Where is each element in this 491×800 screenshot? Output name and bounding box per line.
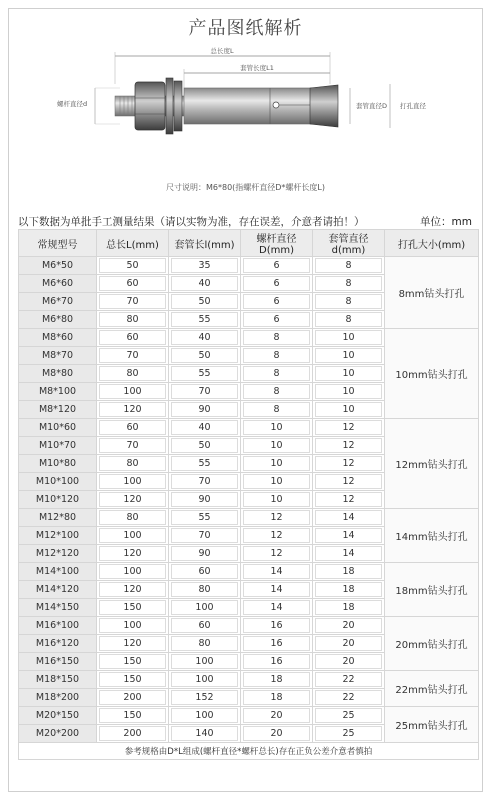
model-cell: M8*120 (19, 401, 97, 419)
total-length-value: 50 (99, 258, 166, 273)
bolt-diameter-value: 10 (243, 492, 310, 507)
sleeve-diameter-cell (313, 365, 385, 383)
sleeve-diameter-value: 8 (315, 312, 382, 327)
sleeve-length-cell (169, 545, 241, 563)
sleeve-length-cell (169, 455, 241, 473)
sleeve-length-label: 套管长度L1 (240, 64, 274, 72)
sleeve-length-value: 100 (171, 672, 238, 687)
total-length-value: 60 (99, 420, 166, 435)
sleeve-length-value: 70 (171, 474, 238, 489)
bolt-diameter-cell (241, 455, 313, 473)
sleeve-diameter-value: 10 (315, 384, 382, 399)
table-row (19, 329, 479, 347)
model-cell: M20*200 (19, 725, 97, 743)
sleeve-diameter-cell (313, 527, 385, 545)
sleeve-length-value: 80 (171, 636, 238, 651)
sleeve-diameter-value: 10 (315, 330, 382, 345)
sleeve-length-cell (169, 671, 241, 689)
table-row (19, 617, 479, 635)
drill-size-cell: 18mm钻头打孔 (385, 563, 479, 617)
bolt-diameter-value: 10 (243, 420, 310, 435)
total-length-cell (97, 275, 169, 293)
total-length-cell (97, 311, 169, 329)
bolt-diameter-value: 8 (243, 384, 310, 399)
sleeve-length-cell (169, 509, 241, 527)
bolt-diameter-cell (241, 365, 313, 383)
sleeve-diameter-value: 10 (315, 366, 382, 381)
sleeve-diameter-cell (313, 563, 385, 581)
sleeve-diameter-cell (313, 725, 385, 743)
drill-size-cell: 12mm钻头打孔 (385, 419, 479, 509)
model-cell: M10*120 (19, 491, 97, 509)
total-length-value: 100 (99, 528, 166, 543)
measurement-info (18, 214, 478, 229)
total-length-cell (97, 725, 169, 743)
model-cell: M6*70 (19, 293, 97, 311)
bolt-diameter-value: 8 (243, 366, 310, 381)
sleeve-length-cell (169, 635, 241, 653)
total-length-cell (97, 599, 169, 617)
sleeve-length-cell (169, 689, 241, 707)
model-cell: M6*60 (19, 275, 97, 293)
total-length-value: 120 (99, 492, 166, 507)
total-length-value: 80 (99, 456, 166, 471)
total-length-cell (97, 347, 169, 365)
sleeve-length-value: 35 (171, 258, 238, 273)
sleeve-length-value: 90 (171, 546, 238, 561)
model-cell: M16*150 (19, 653, 97, 671)
sleeve-diameter-value: 14 (315, 510, 382, 525)
sleeve-diameter-cell (313, 311, 385, 329)
header-sleeve-length: 套管长l(mm) (169, 230, 241, 257)
sleeve-diameter-value: 25 (315, 726, 382, 741)
spec-table (18, 229, 479, 760)
bolt-diameter-value: 14 (243, 582, 310, 597)
total-length-value: 150 (99, 672, 166, 687)
sleeve-diameter-value: 18 (315, 564, 382, 579)
total-length-value: 120 (99, 402, 166, 417)
sleeve-diameter-value: 20 (315, 636, 382, 651)
total-length-cell (97, 635, 169, 653)
sleeve-diameter-cell (313, 437, 385, 455)
sleeve-diameter-value: 20 (315, 618, 382, 633)
sleeve-length-value: 100 (171, 654, 238, 669)
sleeve-length-value: 80 (171, 582, 238, 597)
total-length-value: 70 (99, 438, 166, 453)
total-length-value: 100 (99, 474, 166, 489)
sleeve-length-value: 40 (171, 330, 238, 345)
sleeve-length-value: 40 (171, 420, 238, 435)
sleeve-length-cell (169, 491, 241, 509)
model-cell: M12*80 (19, 509, 97, 527)
model-cell: M10*70 (19, 437, 97, 455)
sleeve-diameter-cell (313, 293, 385, 311)
sleeve-diameter-cell (313, 599, 385, 617)
total-length-cell (97, 689, 169, 707)
bolt-diameter-cell (241, 707, 313, 725)
sleeve-diameter-cell (313, 707, 385, 725)
size-note: 尺寸说明：M6*80(指螺杆直径D*螺杆长度L) (165, 183, 326, 192)
bolt-diameter-value: 10 (243, 438, 310, 453)
drill-size-cell: 10mm钻头打孔 (385, 329, 479, 419)
bolt-diameter-value: 20 (243, 708, 310, 723)
total-length-cell (97, 293, 169, 311)
anchor-bolt-diagram (8, 44, 483, 204)
bolt-diameter-value: 6 (243, 294, 310, 309)
bolt-diameter-value: 20 (243, 726, 310, 741)
bolt-diameter-cell (241, 509, 313, 527)
bolt-diameter-value: 6 (243, 312, 310, 327)
sleeve-diameter-cell (313, 347, 385, 365)
bolt-diameter-value: 12 (243, 510, 310, 525)
drill-size-cell: 20mm钻头打孔 (385, 617, 479, 671)
sleeve-length-cell (169, 617, 241, 635)
sleeve-diameter-value: 12 (315, 492, 382, 507)
header-bolt-diameter: 螺杆直径D(mm) (241, 230, 313, 257)
total-length-cell (97, 653, 169, 671)
table-row (19, 563, 479, 581)
sleeve-length-cell (169, 401, 241, 419)
sleeve-length-cell (169, 311, 241, 329)
sleeve-length-value: 100 (171, 708, 238, 723)
total-length-value: 150 (99, 654, 166, 669)
total-length-value: 80 (99, 366, 166, 381)
total-length-value: 70 (99, 294, 166, 309)
bolt-diameter-cell (241, 725, 313, 743)
model-cell: M16*120 (19, 635, 97, 653)
total-length-cell (97, 527, 169, 545)
sleeve-length-cell (169, 527, 241, 545)
total-length-value: 100 (99, 384, 166, 399)
drill-size-cell: 8mm钻头打孔 (385, 257, 479, 329)
total-length-cell (97, 707, 169, 725)
sleeve-length-value: 55 (171, 456, 238, 471)
total-length-cell (97, 617, 169, 635)
bolt-diameter-cell (241, 599, 313, 617)
drill-size-cell: 22mm钻头打孔 (385, 671, 479, 707)
header-model: 常规型号 (19, 230, 97, 257)
sleeve-diameter-value: 14 (315, 528, 382, 543)
bolt-diameter-cell (241, 311, 313, 329)
bolt-diameter-cell (241, 383, 313, 401)
measurement-disclaimer: 以下数据为单批手工测量结果（请以实物为准，存在误差，介意者请拍！） (18, 216, 365, 228)
model-cell: M18*200 (19, 689, 97, 707)
bolt-diameter-value: 6 (243, 276, 310, 291)
sleeve-length-cell (169, 707, 241, 725)
bolt-diameter-value: 6 (243, 258, 310, 273)
sleeve-diameter-cell (313, 455, 385, 473)
sleeve-diameter-label: 套管直径D (356, 102, 388, 110)
bolt-diameter-value: 10 (243, 474, 310, 489)
bolt-diameter-value: 12 (243, 528, 310, 543)
sleeve-diameter-value: 8 (315, 276, 382, 291)
sleeve-diameter-value: 12 (315, 474, 382, 489)
bolt-diameter-cell (241, 419, 313, 437)
model-cell: M8*70 (19, 347, 97, 365)
table-row (19, 257, 479, 275)
model-cell: M20*150 (19, 707, 97, 725)
bolt-diameter-cell (241, 635, 313, 653)
sleeve-diameter-value: 10 (315, 348, 382, 363)
bolt-diameter-cell (241, 329, 313, 347)
total-length-cell (97, 545, 169, 563)
sleeve-diameter-cell (313, 545, 385, 563)
bolt-diameter-value: 8 (243, 402, 310, 417)
bolt-diameter-cell (241, 581, 313, 599)
sleeve-diameter-value: 20 (315, 654, 382, 669)
sleeve-diameter-cell (313, 329, 385, 347)
sleeve-length-cell (169, 383, 241, 401)
model-cell: M10*100 (19, 473, 97, 491)
sleeve-diameter-cell (313, 419, 385, 437)
total-length-cell (97, 419, 169, 437)
sleeve-length-value: 70 (171, 528, 238, 543)
sleeve-length-value: 140 (171, 726, 238, 741)
model-cell: M8*100 (19, 383, 97, 401)
sleeve-length-value: 60 (171, 564, 238, 579)
bolt-diameter-value: 10 (243, 456, 310, 471)
bolt-diameter-label: 螺杆直径d (57, 100, 88, 108)
bolt-diameter-cell (241, 617, 313, 635)
bolt-diameter-cell (241, 545, 313, 563)
total-length-cell (97, 365, 169, 383)
model-cell: M12*120 (19, 545, 97, 563)
sleeve-diameter-cell (313, 401, 385, 419)
bolt-diameter-value: 18 (243, 690, 310, 705)
total-length-cell (97, 473, 169, 491)
sleeve-length-value: 50 (171, 348, 238, 363)
header-total-length: 总长L(mm) (97, 230, 169, 257)
sleeve-diameter-value: 8 (315, 294, 382, 309)
sleeve-diameter-value: 22 (315, 672, 382, 687)
header-drill-size: 打孔大小(mm) (385, 230, 479, 257)
total-length-value: 100 (99, 618, 166, 633)
sleeve-diameter-value: 12 (315, 456, 382, 471)
total-length-cell (97, 257, 169, 275)
sleeve-length-value: 50 (171, 438, 238, 453)
sleeve-length-cell (169, 347, 241, 365)
bolt-diameter-cell (241, 347, 313, 365)
bolt-diameter-cell (241, 437, 313, 455)
total-length-value: 100 (99, 564, 166, 579)
sleeve-diameter-cell (313, 671, 385, 689)
model-cell: M14*100 (19, 563, 97, 581)
total-length-value: 60 (99, 330, 166, 345)
bolt-diameter-cell (241, 671, 313, 689)
page-title: 产品图纸解析 (188, 18, 303, 39)
model-cell: M14*120 (19, 581, 97, 599)
model-cell: M8*60 (19, 329, 97, 347)
sleeve-length-cell (169, 653, 241, 671)
sleeve-length-value: 90 (171, 402, 238, 417)
sleeve-diameter-value: 22 (315, 690, 382, 705)
total-length-value: 70 (99, 348, 166, 363)
sleeve-diameter-cell (313, 257, 385, 275)
sleeve-diameter-value: 18 (315, 582, 382, 597)
sleeve-diameter-cell (313, 635, 385, 653)
model-cell: M6*80 (19, 311, 97, 329)
total-length-cell (97, 437, 169, 455)
sleeve-length-cell (169, 257, 241, 275)
sleeve-diameter-cell (313, 473, 385, 491)
sleeve-diameter-cell (313, 509, 385, 527)
total-length-cell (97, 401, 169, 419)
sleeve-length-cell (169, 599, 241, 617)
drill-size-cell: 25mm钻头打孔 (385, 707, 479, 743)
sleeve-diameter-cell (313, 491, 385, 509)
total-length-cell (97, 329, 169, 347)
total-length-cell (97, 671, 169, 689)
sleeve-length-value: 60 (171, 618, 238, 633)
unit-label: 单位：mm (420, 216, 472, 228)
model-cell: M8*80 (19, 365, 97, 383)
table-row (19, 671, 479, 689)
sleeve-length-value: 90 (171, 492, 238, 507)
sleeve-length-value: 50 (171, 294, 238, 309)
bolt-diameter-cell (241, 293, 313, 311)
bolt-diameter-value: 8 (243, 348, 310, 363)
sleeve-diameter-value: 14 (315, 546, 382, 561)
model-cell: M12*100 (19, 527, 97, 545)
bolt-diameter-cell (241, 491, 313, 509)
total-length-value: 120 (99, 636, 166, 651)
sleeve-length-cell (169, 581, 241, 599)
model-cell: M6*50 (19, 257, 97, 275)
sleeve-length-cell (169, 365, 241, 383)
sleeve-diameter-value: 18 (315, 600, 382, 615)
total-length-value: 150 (99, 708, 166, 723)
total-length-cell (97, 509, 169, 527)
total-length-value: 80 (99, 510, 166, 525)
model-cell: M10*80 (19, 455, 97, 473)
total-length-cell (97, 563, 169, 581)
sleeve-length-cell (169, 293, 241, 311)
sleeve-diameter-value: 12 (315, 420, 382, 435)
drill-diameter-label: 打孔直径 (400, 102, 426, 110)
bolt-diameter-value: 18 (243, 672, 310, 687)
header-sleeve-diameter: 套管直径d(mm) (313, 230, 385, 257)
model-cell: M18*150 (19, 671, 97, 689)
sleeve-diameter-cell (313, 617, 385, 635)
sleeve-length-value: 55 (171, 366, 238, 381)
total-length-cell (97, 581, 169, 599)
bolt-diameter-cell (241, 653, 313, 671)
sleeve-length-cell (169, 329, 241, 347)
bolt-diameter-cell (241, 473, 313, 491)
sleeve-length-value: 152 (171, 690, 238, 705)
sleeve-diameter-cell (313, 581, 385, 599)
total-length-value: 120 (99, 582, 166, 597)
total-length-value: 150 (99, 600, 166, 615)
sleeve-diameter-value: 10 (315, 402, 382, 417)
sleeve-diameter-cell (313, 689, 385, 707)
sleeve-length-cell (169, 725, 241, 743)
total-length-value: 120 (99, 546, 166, 561)
bolt-diameter-cell (241, 401, 313, 419)
sleeve-diameter-value: 25 (315, 708, 382, 723)
sleeve-length-value: 100 (171, 600, 238, 615)
bolt-diameter-value: 12 (243, 546, 310, 561)
table-row (19, 419, 479, 437)
total-length-value: 80 (99, 312, 166, 327)
sleeve-length-cell (169, 419, 241, 437)
sleeve-length-value: 55 (171, 312, 238, 327)
bolt-diameter-cell (241, 257, 313, 275)
sleeve-length-value: 70 (171, 384, 238, 399)
sleeve-length-value: 40 (171, 276, 238, 291)
sleeve-diameter-cell (313, 653, 385, 671)
table-footer-note: 参考规格由D*L组成(螺杆直径*螺杆总长)存在正负公差介意者慎拍 (19, 743, 479, 760)
bolt-diameter-value: 16 (243, 618, 310, 633)
bolt-diameter-cell (241, 563, 313, 581)
sleeve-length-cell (169, 563, 241, 581)
total-length-cell (97, 455, 169, 473)
table-row (19, 707, 479, 725)
drill-size-cell: 14mm钻头打孔 (385, 509, 479, 563)
bolt-diameter-value: 16 (243, 654, 310, 669)
total-length-label: 总长度L (210, 47, 234, 55)
sleeve-length-value: 55 (171, 510, 238, 525)
total-length-cell (97, 491, 169, 509)
sleeve-length-cell (169, 473, 241, 491)
bolt-diameter-value: 8 (243, 330, 310, 345)
total-length-cell (97, 383, 169, 401)
sleeve-diameter-cell (313, 383, 385, 401)
sleeve-diameter-cell (313, 275, 385, 293)
sleeve-diameter-value: 12 (315, 438, 382, 453)
total-length-value: 200 (99, 690, 166, 705)
model-cell: M14*150 (19, 599, 97, 617)
table-footer-row (19, 743, 479, 760)
model-cell: M10*60 (19, 419, 97, 437)
sleeve-length-cell (169, 437, 241, 455)
model-cell: M16*100 (19, 617, 97, 635)
total-length-value: 60 (99, 276, 166, 291)
bolt-diameter-value: 14 (243, 600, 310, 615)
bolt-diameter-value: 14 (243, 564, 310, 579)
table-header-row (19, 230, 479, 257)
sleeve-diameter-value: 8 (315, 258, 382, 273)
total-length-value: 200 (99, 726, 166, 741)
bolt-diameter-cell (241, 689, 313, 707)
table-row (19, 509, 479, 527)
bolt-diameter-cell (241, 527, 313, 545)
spec-table-body (19, 257, 479, 743)
bolt-diameter-value: 16 (243, 636, 310, 651)
bolt-diameter-cell (241, 275, 313, 293)
sleeve-length-cell (169, 275, 241, 293)
